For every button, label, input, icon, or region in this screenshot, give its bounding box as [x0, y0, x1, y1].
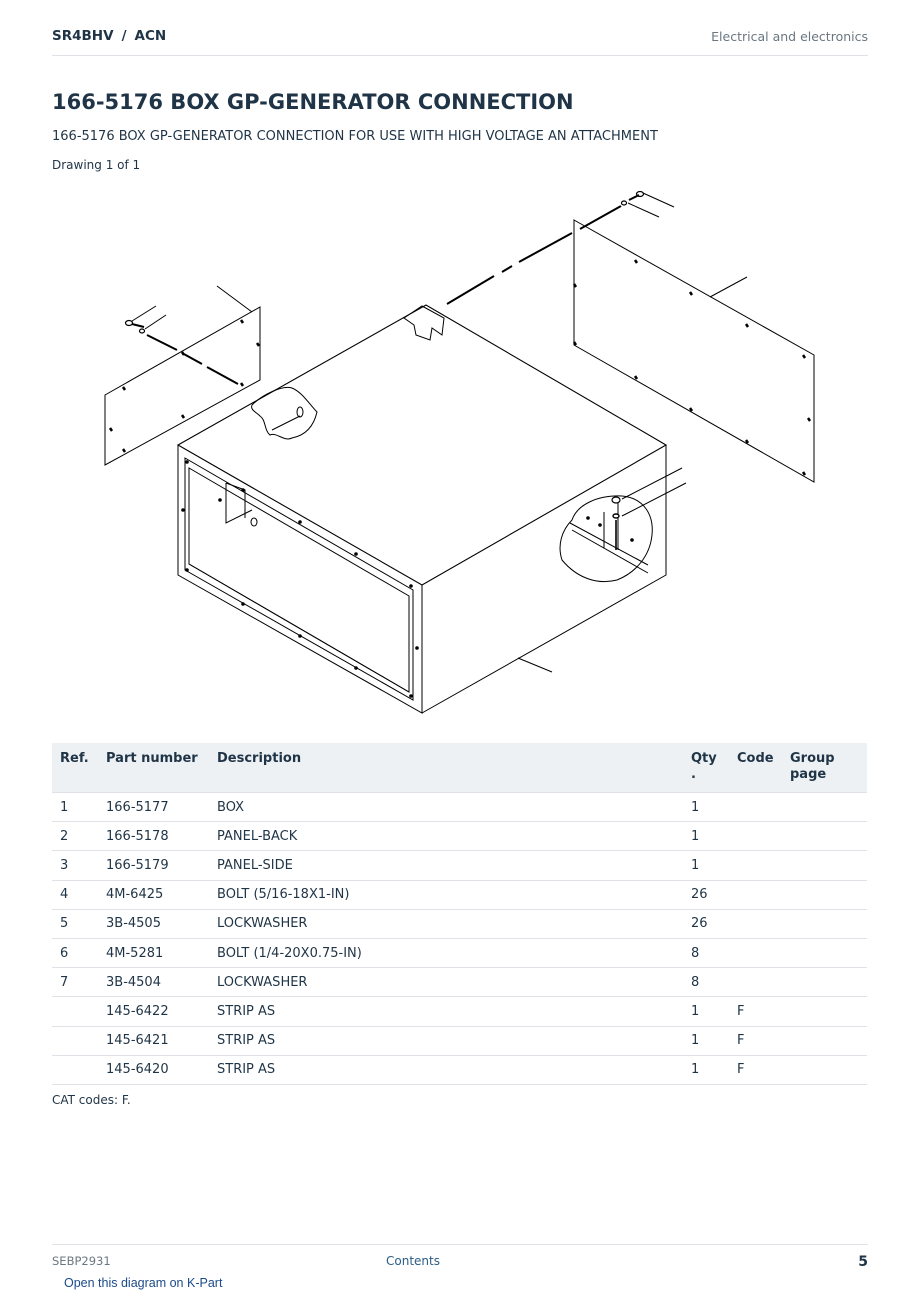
table-header-row	[52, 743, 867, 793]
box-drawing	[178, 305, 686, 713]
table-row	[52, 1055, 867, 1084]
table-row	[52, 938, 867, 967]
page-subtitle: 166-5176 BOX GP-GENERATOR CONNECTION FOR USE WITH HIGH VOLTAGE AN ATTACHMENT	[52, 129, 658, 144]
kpart-link[interactable]: Open this diagram on K-Part	[64, 1276, 223, 1290]
cell-qty: 1	[683, 851, 729, 880]
cell-ref: 5	[52, 909, 98, 938]
section-name: Electrical and electronics	[711, 29, 868, 44]
cell-code	[729, 822, 782, 851]
parts-table	[52, 743, 867, 1085]
cell-group-page	[782, 968, 867, 997]
breadcrumb	[52, 28, 166, 44]
cell-qty: 1	[683, 1055, 729, 1084]
table-row	[52, 793, 867, 822]
side-panel-drawing	[105, 286, 260, 465]
cell-description: LOCKWASHER	[209, 909, 683, 938]
cell-part-number: 3B-4504	[98, 968, 209, 997]
parts-diagram	[52, 180, 868, 725]
cell-group-page	[782, 909, 867, 938]
contents-link[interactable]: Contents	[386, 1254, 440, 1268]
cell-description: PANEL-BACK	[209, 822, 683, 851]
breadcrumb-separator: /	[121, 28, 127, 44]
cell-code	[729, 938, 782, 967]
cell-qty: 26	[683, 909, 729, 938]
cell-part-number: 145-6420	[98, 1055, 209, 1084]
cell-part-number: 4M-6425	[98, 880, 209, 909]
cell-description: BOX	[209, 793, 683, 822]
cell-part-number: 4M-5281	[98, 938, 209, 967]
column-header-code: Code	[729, 743, 782, 793]
cell-part-number: 166-5179	[98, 851, 209, 880]
cell-group-page	[782, 793, 867, 822]
cell-code	[729, 793, 782, 822]
column-header-description: Description	[209, 743, 683, 793]
table-row	[52, 997, 867, 1026]
cell-description: STRIP AS	[209, 997, 683, 1026]
cell-part-number: 166-5177	[98, 793, 209, 822]
page-header	[52, 28, 868, 56]
table-row	[52, 909, 867, 938]
cell-part-number: 3B-4505	[98, 909, 209, 938]
cell-part-number: 145-6421	[98, 1026, 209, 1055]
cell-group-page	[782, 851, 867, 880]
breadcrumb-model: SR4BHV	[52, 28, 114, 44]
cell-qty: 8	[683, 968, 729, 997]
column-header-qty: Qty .	[683, 743, 729, 793]
page-number: 5	[858, 1254, 868, 1270]
cell-qty: 26	[683, 880, 729, 909]
table-row	[52, 851, 867, 880]
cat-codes-note: CAT codes: F.	[52, 1093, 131, 1107]
cell-group-page	[782, 1026, 867, 1055]
cell-ref	[52, 1055, 98, 1084]
cell-description: BOLT (5/16-18X1-IN)	[209, 880, 683, 909]
cell-code	[729, 909, 782, 938]
cell-code	[729, 851, 782, 880]
drawing-counter: Drawing 1 of 1	[52, 158, 141, 172]
cell-qty: 1	[683, 822, 729, 851]
cell-ref: 2	[52, 822, 98, 851]
cell-code	[729, 968, 782, 997]
cell-ref: 1	[52, 793, 98, 822]
column-header-part-number: Part number	[98, 743, 209, 793]
cell-qty: 1	[683, 997, 729, 1026]
cell-group-page	[782, 880, 867, 909]
document-id: SEBP2931	[52, 1254, 111, 1268]
back-panel-drawing	[447, 192, 814, 483]
cell-qty: 1	[683, 793, 729, 822]
cell-group-page	[782, 997, 867, 1026]
cell-description: LOCKWASHER	[209, 968, 683, 997]
table-row	[52, 1026, 867, 1055]
cell-ref	[52, 1026, 98, 1055]
breadcrumb-prefix: ACN	[134, 28, 167, 44]
cell-ref	[52, 997, 98, 1026]
page-title: 166-5176 BOX GP-GENERATOR CONNECTION	[52, 90, 574, 114]
cell-ref: 7	[52, 968, 98, 997]
cell-code: F	[729, 1055, 782, 1084]
cell-qty: 8	[683, 938, 729, 967]
cell-qty: 1	[683, 1026, 729, 1055]
column-header-group-page: Group page	[782, 743, 867, 793]
cell-description: BOLT (1/4-20X0.75-IN)	[209, 938, 683, 967]
cell-description: STRIP AS	[209, 1026, 683, 1055]
cell-group-page	[782, 938, 867, 967]
table-row	[52, 880, 867, 909]
cell-group-page	[782, 822, 867, 851]
cell-code: F	[729, 1026, 782, 1055]
cell-description: STRIP AS	[209, 1055, 683, 1084]
cell-part-number: 145-6422	[98, 997, 209, 1026]
cell-part-number: 166-5178	[98, 822, 209, 851]
cell-ref: 4	[52, 880, 98, 909]
page-footer	[52, 1244, 868, 1274]
cell-code: F	[729, 997, 782, 1026]
cell-ref: 3	[52, 851, 98, 880]
cell-ref: 6	[52, 938, 98, 967]
column-header-ref: Ref.	[52, 743, 98, 793]
cell-description: PANEL-SIDE	[209, 851, 683, 880]
cell-code	[729, 880, 782, 909]
table-row	[52, 822, 867, 851]
cell-group-page	[782, 1055, 867, 1084]
table-row	[52, 968, 867, 997]
